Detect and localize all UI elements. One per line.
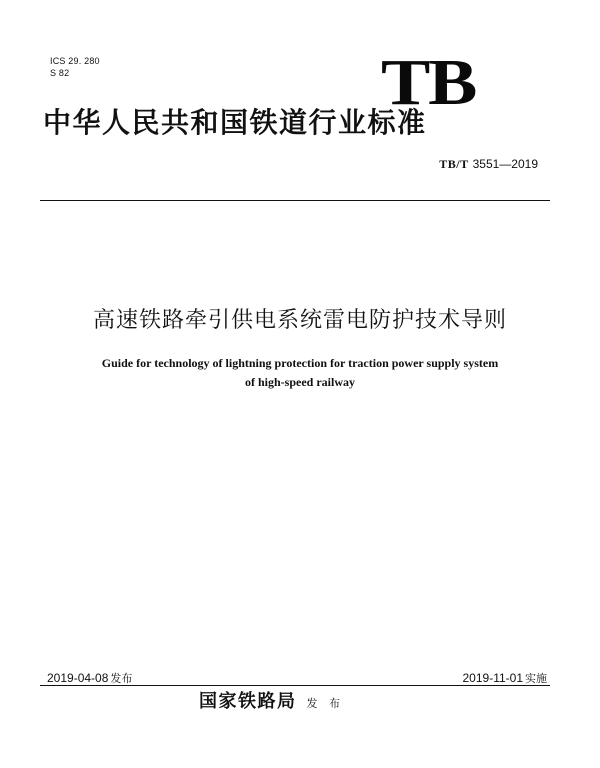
standard-number-value: 3551—2019	[472, 157, 538, 171]
tb-logo: TB	[381, 46, 476, 119]
document-title-english	[0, 354, 600, 392]
implement-date	[463, 670, 548, 686]
english-title-line-2: of high-speed railway	[244, 375, 355, 389]
industry-standard-title: 中华人民共和国铁道行业标准	[43, 106, 427, 139]
ics-code: ICS 29. 280	[50, 56, 100, 66]
issuer-action: 发 布	[306, 697, 344, 710]
document-title-chinese: 高速铁路牵引供电系统雷电防护技术导则	[92, 308, 507, 333]
top-divider	[40, 200, 550, 201]
release-label: 发布	[110, 672, 133, 685]
issuer	[199, 687, 344, 713]
standard-number	[439, 157, 538, 172]
issuer-organization: 国家铁路局	[199, 691, 297, 712]
category-code: S 82	[50, 68, 70, 78]
bottom-divider	[40, 685, 550, 686]
standard-code: TB/T	[439, 157, 469, 171]
release-date	[47, 670, 132, 686]
implement-date-value: 2019-11-01	[462, 671, 523, 685]
english-title-line-1: Guide for technology of lightning protection for traction power supply system	[101, 356, 499, 370]
implement-label: 实施	[525, 672, 547, 685]
release-date-value: 2019-04-08	[47, 671, 109, 685]
classification-codes	[50, 55, 100, 79]
